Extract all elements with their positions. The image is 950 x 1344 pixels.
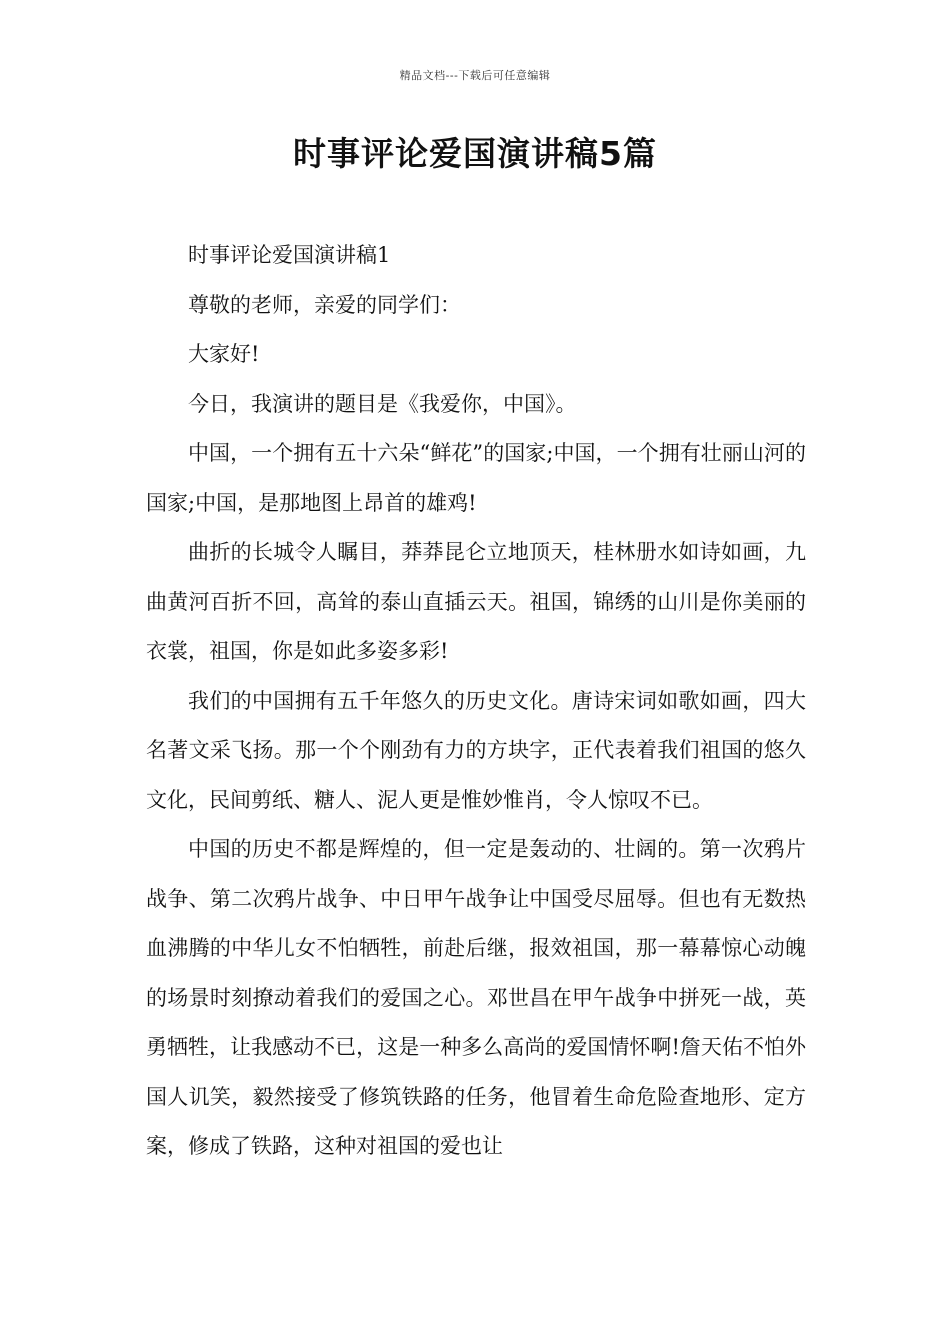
paragraph: 今日，我演讲的题目是《我爱你，中国》。 bbox=[188, 391, 577, 416]
document-title: 时事评论爱国演讲稿5篇 bbox=[293, 134, 657, 173]
document-body bbox=[146, 231, 806, 1172]
section-heading: 时事评论爱国演讲稿1 bbox=[188, 243, 391, 267]
greeting: 大家好! bbox=[188, 342, 260, 366]
paragraph: 中国的历史不都是辉煌的，但一定是轰动的、壮阔的。第一次鸦片战争、第二次鸦片战争、中日甲午战争让中国受尽屈辱。但也有无数热血沸腾的中华儿女不怕牺牲，前赴后继，报效祖国，那一幕幕惊心动魄的场景时刻撩动着我们的爱国之心。邓世昌在甲午战争中拼死一战，英勇牺牲，让我感动不已，这是一种多么高尚的爱国情怀啊!詹天佑不怕外国人讥笑，毅然接受了修筑铁路的任务，他冒着生命危险查地形、定方案，修成了铁路，这种对祖国的爱也让 bbox=[146, 837, 806, 1158]
salutation: 尊敬的老师，亲爱的同学们： bbox=[188, 292, 461, 317]
paragraph: 曲折的长城令人瞩目，莽莽昆仑立地顶天，桂林册水如诗如画，九曲黄河百折不回，高耸的泰山直插云天。祖国，锦绣的山川是你美丽的衣裳，祖国，你是如此多姿多彩! bbox=[146, 540, 806, 663]
header-note: 精品文档---下载后可任意编辑 bbox=[399, 69, 551, 82]
paragraph: 我们的中国拥有五千年悠久的历史文化。唐诗宋词如歌如画，四大名著文采飞扬。那一个个刚劲有力的方块字，正代表着我们祖国的悠久文化，民间剪纸、糖人、泥人更是惟妙惟肖，令人惊叹不已。 bbox=[146, 688, 806, 812]
paragraph: 中国，一个拥有五十六朵“鲜花”的国家;中国，一个拥有壮丽山河的国家;中国，是那地图上昂首的雄鸡! bbox=[146, 441, 806, 515]
